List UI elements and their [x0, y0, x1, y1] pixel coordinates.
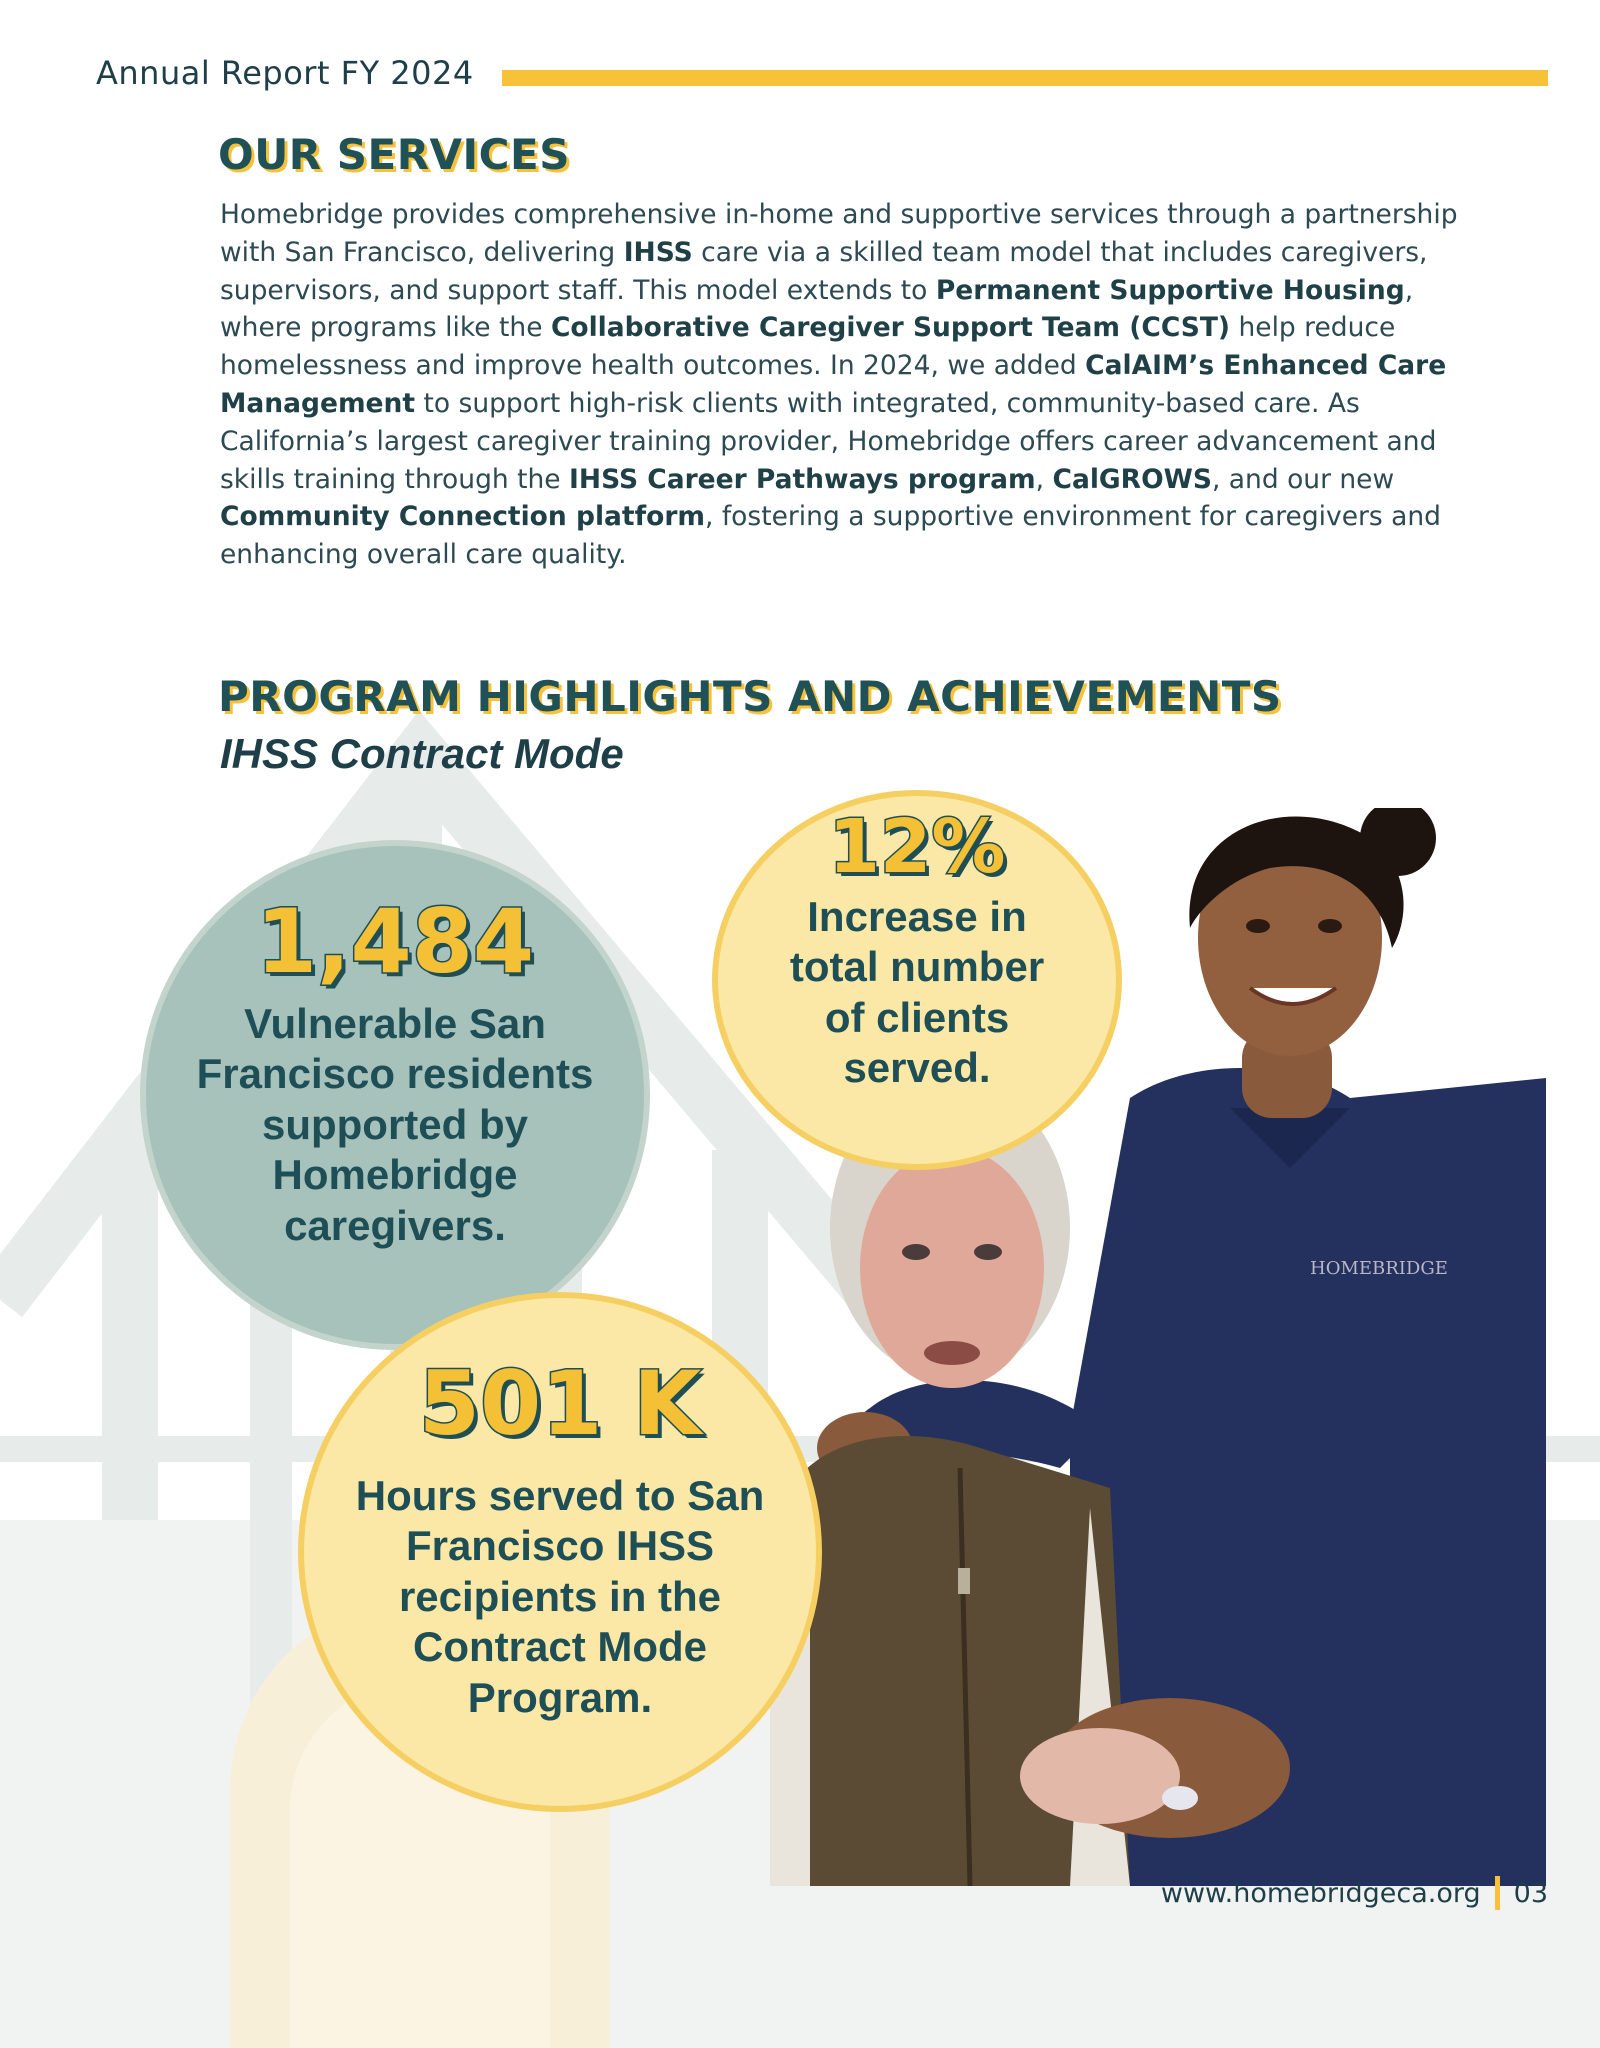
emphasized-term: IHSS Career Pathways program: [569, 463, 1036, 495]
stat-hours-circle: [298, 1292, 822, 1812]
emphasized-term: CalAIM’s Enhanced Care Management: [220, 350, 1447, 419]
footer-separator: [1495, 1876, 1500, 1910]
emphasized-term: IHSS: [623, 236, 693, 268]
emphasized-term: Permanent Supportive Housing: [935, 274, 1405, 306]
shirt-logo: HOMEBRIDGE: [1310, 1258, 1448, 1279]
paragraph-text: , where programs like the: [220, 274, 1414, 344]
paragraph-text: ,: [1035, 463, 1053, 495]
stat-hours-caption: Hours served to San Francisco IHSS recipients in the Contract Mode Program.: [355, 1472, 765, 1721]
stat-residents-circle: [140, 840, 650, 1350]
stat-clients-circle: [712, 790, 1122, 1170]
paragraph-text: care via a skilled team model that includes caregivers, supervisors, and support staff. This model extends to: [220, 236, 1428, 306]
emphasized-term: Collaborative Caregiver Support Team (CCST): [550, 312, 1231, 344]
footer: [1161, 1876, 1548, 1910]
emphasized-term: Community Connection platform: [220, 501, 705, 533]
paragraph-text: , fostering a supportive environment for caregivers and enhancing overall care quality.: [220, 501, 1441, 571]
paragraph-text: Homebridge provides comprehensive in-home and supportive services through a partnership with San Francisco, delivering: [220, 199, 1458, 268]
stat-residents-number: 1,484: [255, 890, 535, 993]
stat-clients-number: 12%: [828, 804, 1006, 890]
paragraph-text: to support high-risk clients with integrated, community-based care. As California’s largest caregiver training provider, Homebridge offers career advancement and skills training through the: [220, 387, 1437, 495]
stat-clients-caption: Increase in total number of clients served.: [789, 893, 1045, 1092]
stat-hours-number: 501 K: [418, 1352, 702, 1455]
website-link[interactable]: www.homebridgeca.org: [1160, 1877, 1481, 1909]
stat-residents-caption: Vulnerable San Francisco residents supported by Homebridge caregivers.: [196, 1000, 594, 1249]
emphasized-term: CalGROWS: [1052, 463, 1212, 495]
paragraph-text: help reduce homelessness and improve health outcomes. In 2024, we added: [220, 312, 1396, 382]
report-label: Annual Report FY 2024: [96, 54, 474, 92]
services-title: OUR SERVICES: [218, 130, 570, 179]
header-rule: [502, 70, 1548, 86]
paragraph-text: , and our new: [1211, 463, 1395, 495]
services-paragraph: [220, 196, 1480, 574]
highlights-title: PROGRAM HIGHLIGHTS AND ACHIEVEMENTS: [218, 672, 1282, 721]
page-number: 03: [1513, 1877, 1548, 1909]
highlights-subtitle: IHSS Contract Mode: [220, 730, 624, 777]
